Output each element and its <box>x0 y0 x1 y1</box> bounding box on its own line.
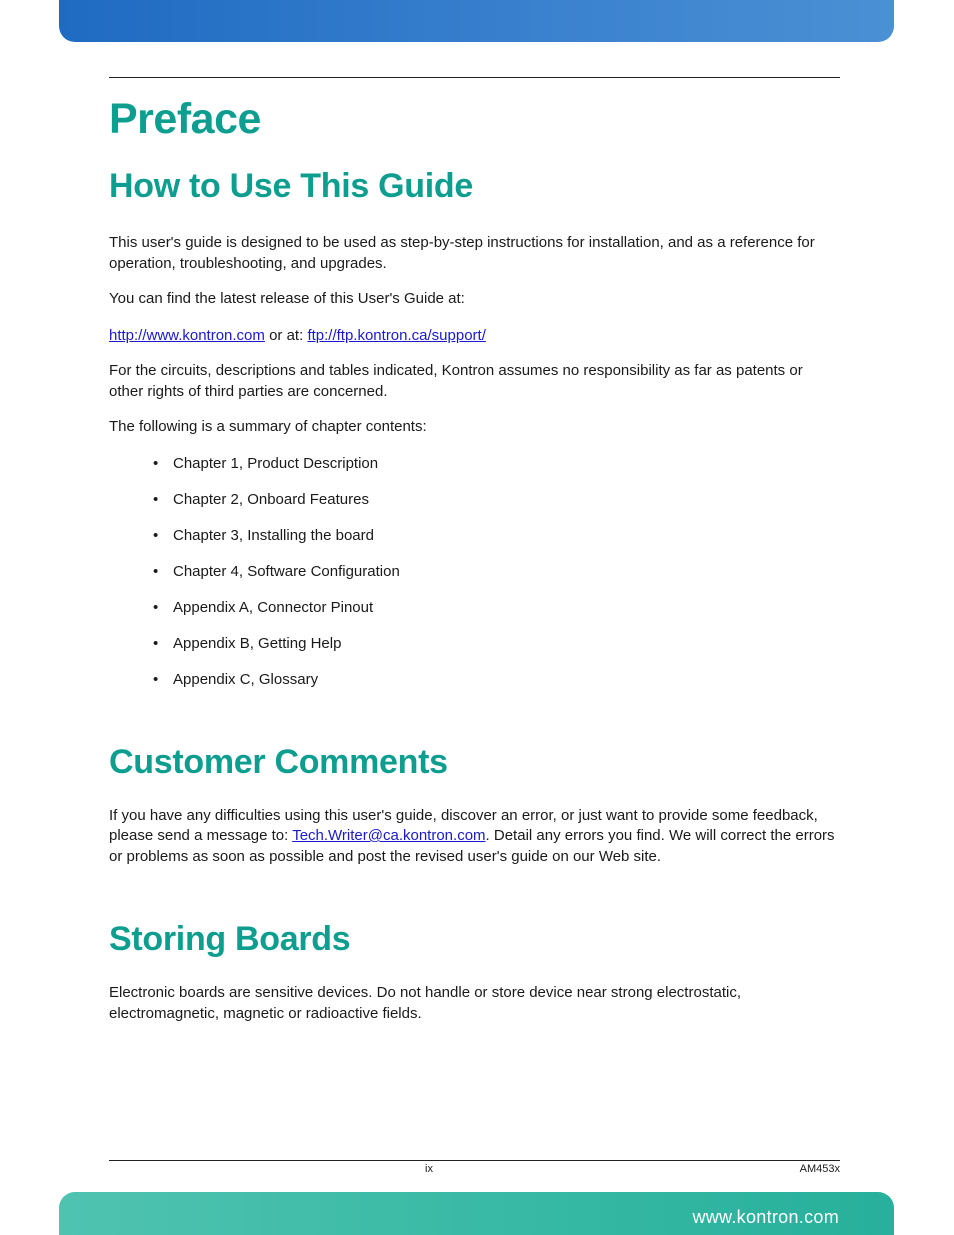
page-title: Preface <box>109 95 261 143</box>
section-heading-how-to-use: How to Use This Guide <box>109 167 473 205</box>
or-text: or at: <box>264 326 308 344</box>
list-item: • Chapter 3, Installing the board <box>153 526 374 544</box>
chapter-list <box>109 454 840 690</box>
list-item: • Chapter 4, Software Configuration <box>153 562 400 580</box>
list-item: • Appendix B, Getting Help <box>153 634 342 652</box>
tech-writer-email-link[interactable]: Tech.Writer@ca.kontron.com <box>292 827 486 844</box>
list-item: • Chapter 1, Product Description <box>153 454 379 472</box>
bullet-icon: • <box>153 454 159 472</box>
list-item: • Appendix C, Glossary <box>153 670 319 688</box>
kontron-ftp-link[interactable]: ftp://ftp.kontron.ca/support/ <box>307 326 486 344</box>
list-item: • Appendix A, Connector Pinout <box>153 598 374 616</box>
bullet-icon: • <box>153 490 159 508</box>
top-banner <box>59 0 894 42</box>
bottom-banner <box>59 1192 894 1235</box>
list-item: • Chapter 2, Onboard Features <box>153 490 369 508</box>
intro-paragraph: This user's guide is designed to be used as step-by-step instructions for installation, and as a reference for operation, troubleshooting, and upgrades. <box>109 234 815 272</box>
disclaimer-paragraph: For the circuits, descriptions and tables indicated, Kontron assumes no responsibility as far as patents or other rights of third parties are concerned. <box>109 362 803 400</box>
page-content <box>109 78 840 1024</box>
latest-release-paragraph: You can find the latest release of this User's Guide at: <box>109 290 465 307</box>
bullet-icon: • <box>153 598 159 616</box>
links-paragraph <box>109 326 840 347</box>
bullet-icon: • <box>153 670 159 688</box>
bullet-icon: • <box>153 634 159 652</box>
summary-intro-paragraph: The following is a summary of chapter contents: <box>109 418 427 435</box>
section-heading-customer-comments: Customer Comments <box>109 742 448 781</box>
storing-paragraph: Electronic boards are sensitive devices. Do not handle or store device near strong electrostatic, electromagnetic, magnetic or radioactive fields. <box>109 984 741 1022</box>
page-footer <box>109 1163 840 1179</box>
bullet-icon: • <box>153 562 159 580</box>
website-label: www.kontron.com <box>692 1207 839 1227</box>
comments-paragraph: If you have any difficulties using this user's guide, discover an error, or just want to provide some feedback, please send a message to: Tech.Writer@ca.kontron.com. Detail any errors you find. We will correct the errors or problems as soon as possible and post the revised user's guide on our Web site. <box>109 806 835 865</box>
model-number: AM453x <box>799 1163 840 1175</box>
kontron-website-link[interactable]: http://www.kontron.com <box>109 326 265 344</box>
footer-rule <box>109 1160 840 1161</box>
bullet-icon: • <box>153 526 159 544</box>
page-number: ix <box>425 1163 433 1175</box>
section-heading-storing-boards: Storing Boards <box>109 920 351 958</box>
